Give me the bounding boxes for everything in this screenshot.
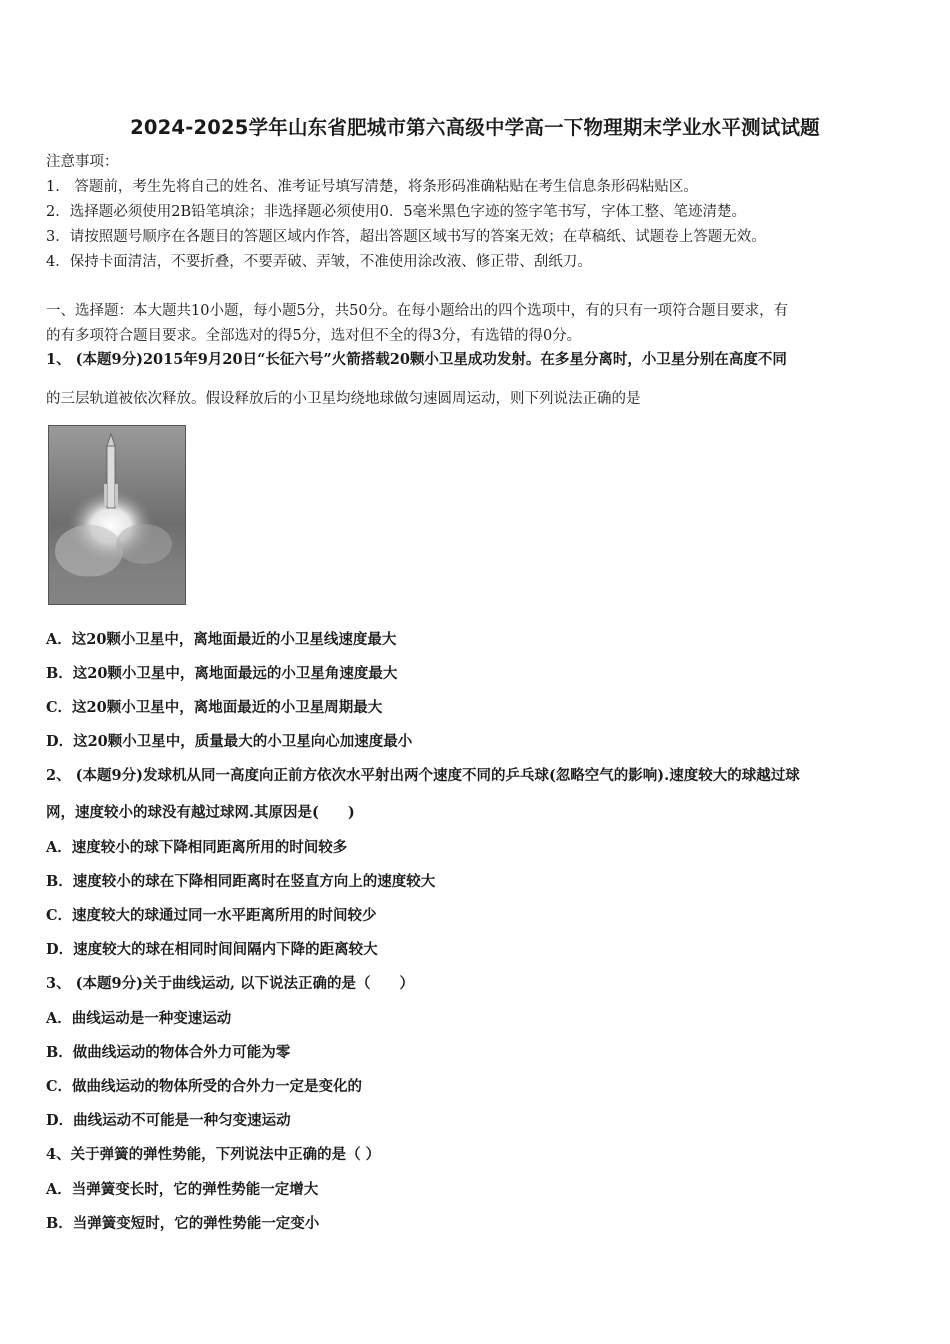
notice-item: 1. 答题前，考生先将自己的姓名、准考证号填写清楚，将条形码准确粘贴在考生信息条形码粘贴区。 [46,179,698,195]
question-3-option-b: B．做曲线运动的物体合外力可能为零 [46,1044,291,1061]
question-4-option-a: A．当弹簧变长时，它的弹性势能一定增大 [46,1181,319,1198]
question-4-option-b: B．当弹簧变短时，它的弹性势能一定变小 [46,1215,320,1232]
notice-heading: 注意事项： [46,154,119,170]
question-3-stem: 3、 (本题9分)关于曲线运动, 以下说法正确的是（ ） [46,975,415,992]
notice-item: 3．请按照题号顺序在各题目的答题区域内作答，超出答题区域书写的答案无效；在草稿纸、试题卷上答题无效。 [46,229,766,245]
question-2-option-c: C．速度较大的球通过同一水平距离所用的时间较少 [46,907,377,924]
section-intro: 一、选择题：本大题共10小题，每小题5分，共50分。在每小题给出的四个选项中，有的只有一项符合题目要求，有 [46,303,789,319]
notice-item: 2．选择题必须使用2B铅笔填涂；非选择题必须使用0．5毫米黑色字迹的签字笔书写，字体工整、笔迹清楚。 [46,204,747,220]
question-2-stem: 2、 (本题9分)发球机从同一高度向正前方依次水平射出两个速度不同的乒乓球(忽略空气的影响).速度较大的球越过球 [46,767,800,784]
question-1-option-c: C．这20颗小卫星中，离地面最近的小卫星周期最大 [46,699,383,716]
question-2-option-b: B．速度较小的球在下降相同距离时在竖直方向上的速度较大 [46,873,436,890]
page-title: 2024-2025学年山东省肥城市第六高级中学高一下物理期末学业水平测试试题 [130,116,820,139]
question-1-option-b: B．这20颗小卫星中，离地面最远的小卫星角速度最大 [46,665,398,682]
question-2-option-d: D．速度较大的球在相同时间间隔内下降的距离较大 [46,941,378,958]
question-1-stem: 的三层轨道被依次释放。假设释放后的小卫星均绕地球做匀速圆周运动，则下列说法正确的是 [46,391,641,407]
section-intro: 的有多项符合题目要求。全部选对的得5分，选对但不全的得3分，有选错的得0分。 [46,328,582,344]
question-1-stem: 1、 (本题9分)2015年9月20日“长征六号”火箭搭载20颗小卫星成功发射。在多星分离时，小卫星分别在高度不同 [46,351,787,368]
notice-item: 4．保持卡面清洁，不要折叠，不要弄破、弄皱，不准使用涂改液、修正带、刮纸刀。 [46,254,592,270]
question-3-option-a: A．曲线运动是一种变速运动 [46,1010,232,1027]
question-4-stem: 4、关于弹簧的弹性势能，下列说法中正确的是（ ） [46,1146,381,1163]
rocket-launch-image [48,425,186,605]
question-3-option-c: C．做曲线运动的物体所受的合外力一定是变化的 [46,1078,363,1095]
question-2-stem: 网，速度较小的球没有越过球网.其原因是( ) [46,804,355,821]
question-1-option-a: A．这20颗小卫星中，离地面最近的小卫星线速度最大 [46,631,397,648]
question-1-option-d: D．这20颗小卫星中，质量最大的小卫星向心加速度最小 [46,733,413,750]
question-3-option-d: D．曲线运动不可能是一种匀变速运动 [46,1112,291,1129]
question-2-option-a: A．速度较小的球下降相同距离所用的时间较多 [46,839,348,856]
